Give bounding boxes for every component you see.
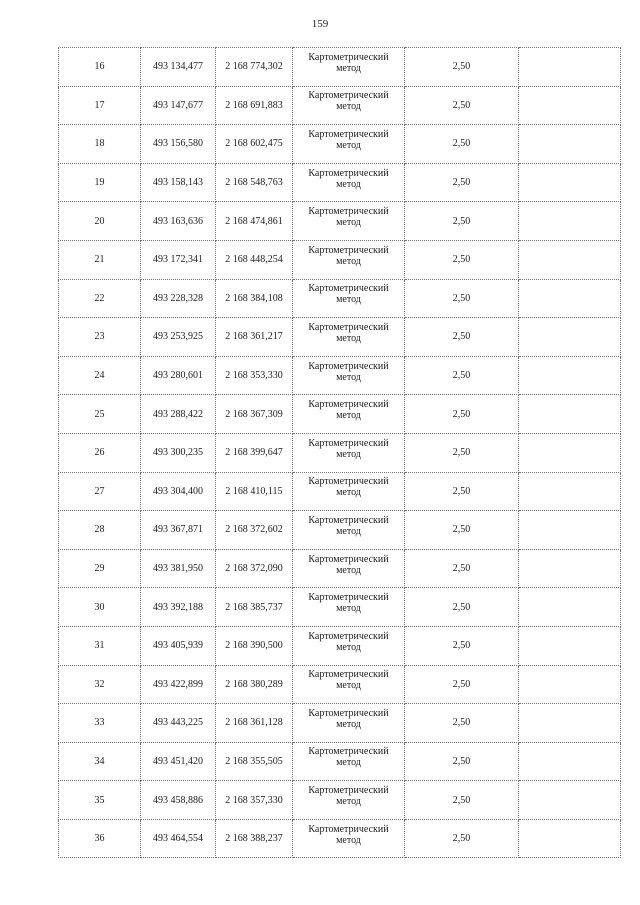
- note-cell: [519, 742, 621, 781]
- coordinates-table: [58, 47, 621, 858]
- point-number-cell: 29: [59, 549, 141, 588]
- method-label: Картометрический: [308, 669, 389, 681]
- x-coordinate-cell: 493 392,188: [141, 588, 216, 627]
- note-cell: [519, 511, 621, 550]
- note-cell: [519, 318, 621, 357]
- method-label: Картометрический: [308, 360, 389, 372]
- method-label-continuation: метод: [336, 834, 361, 846]
- table-row: [59, 86, 621, 125]
- method-label: Картометрический: [308, 90, 389, 102]
- method-label: Картометрический: [308, 707, 389, 719]
- method-label: Картометрический: [308, 437, 389, 449]
- accuracy-cell: 2,50: [405, 704, 519, 743]
- method-label-continuation: метод: [336, 487, 361, 499]
- x-coordinate-cell: 493 172,341: [141, 240, 216, 279]
- method-label: Картометрический: [308, 746, 389, 758]
- table-row: [59, 781, 621, 820]
- point-number-cell: 25: [59, 395, 141, 434]
- table-row: [59, 819, 621, 858]
- method-label-continuation: метод: [336, 448, 361, 460]
- accuracy-cell: 2,50: [405, 819, 519, 858]
- x-coordinate-cell: 493 300,235: [141, 433, 216, 472]
- point-number-cell: 30: [59, 588, 141, 627]
- x-coordinate-cell: 493 158,143: [141, 163, 216, 202]
- method-cell: [293, 125, 405, 164]
- note-cell: [519, 433, 621, 472]
- x-coordinate-cell: 493 405,939: [141, 626, 216, 665]
- point-number-cell: 21: [59, 240, 141, 279]
- x-coordinate-cell: 493 381,950: [141, 549, 216, 588]
- method-label-continuation: метод: [336, 101, 361, 113]
- x-coordinate-cell: 493 443,225: [141, 704, 216, 743]
- table-row: [59, 433, 621, 472]
- accuracy-cell: 2,50: [405, 395, 519, 434]
- method-label-continuation: метод: [336, 757, 361, 769]
- method-label-continuation: метод: [336, 641, 361, 653]
- x-coordinate-cell: 493 464,554: [141, 819, 216, 858]
- point-number-cell: 19: [59, 163, 141, 202]
- y-coordinate-cell: 2 168 372,602: [216, 511, 293, 550]
- method-label: Картометрический: [308, 476, 389, 488]
- x-coordinate-cell: 493 288,422: [141, 395, 216, 434]
- method-label: Картометрический: [308, 785, 389, 797]
- method-label-continuation: метод: [336, 178, 361, 190]
- table-row: [59, 742, 621, 781]
- table-row: [59, 511, 621, 550]
- method-label-continuation: метод: [336, 62, 361, 74]
- point-number-cell: 36: [59, 819, 141, 858]
- method-cell: [293, 48, 405, 87]
- point-number-cell: 34: [59, 742, 141, 781]
- table-row: [59, 48, 621, 87]
- accuracy-cell: 2,50: [405, 202, 519, 241]
- method-cell: [293, 279, 405, 318]
- method-cell: [293, 202, 405, 241]
- table-row: [59, 240, 621, 279]
- y-coordinate-cell: 2 168 372,090: [216, 549, 293, 588]
- method-cell: [293, 86, 405, 125]
- table-row: [59, 626, 621, 665]
- method-label: Картометрический: [308, 206, 389, 218]
- method-cell: [293, 665, 405, 704]
- method-cell: [293, 549, 405, 588]
- method-cell: [293, 781, 405, 820]
- accuracy-cell: 2,50: [405, 318, 519, 357]
- accuracy-cell: 2,50: [405, 626, 519, 665]
- y-coordinate-cell: 2 168 691,883: [216, 86, 293, 125]
- table-row: [59, 665, 621, 704]
- method-label-continuation: метод: [336, 564, 361, 576]
- table-row: [59, 318, 621, 357]
- table-row: [59, 125, 621, 164]
- point-number-cell: 16: [59, 48, 141, 87]
- note-cell: [519, 125, 621, 164]
- accuracy-cell: 2,50: [405, 742, 519, 781]
- table-row: [59, 704, 621, 743]
- point-number-cell: 32: [59, 665, 141, 704]
- accuracy-cell: 2,50: [405, 472, 519, 511]
- point-number-cell: 22: [59, 279, 141, 318]
- method-label-continuation: метод: [336, 371, 361, 383]
- method-cell: [293, 511, 405, 550]
- method-label: Картометрический: [308, 128, 389, 140]
- y-coordinate-cell: 2 168 380,289: [216, 665, 293, 704]
- y-coordinate-cell: 2 168 367,309: [216, 395, 293, 434]
- point-number-cell: 20: [59, 202, 141, 241]
- method-label-continuation: метод: [336, 255, 361, 267]
- point-number-cell: 33: [59, 704, 141, 743]
- x-coordinate-cell: 493 163,636: [141, 202, 216, 241]
- table-body: [59, 48, 621, 858]
- y-coordinate-cell: 2 168 774,302: [216, 48, 293, 87]
- x-coordinate-cell: 493 304,400: [141, 472, 216, 511]
- accuracy-cell: 2,50: [405, 433, 519, 472]
- method-cell: [293, 433, 405, 472]
- x-coordinate-cell: 493 458,886: [141, 781, 216, 820]
- y-coordinate-cell: 2 168 410,115: [216, 472, 293, 511]
- y-coordinate-cell: 2 168 357,330: [216, 781, 293, 820]
- method-cell: [293, 318, 405, 357]
- x-coordinate-cell: 493 422,899: [141, 665, 216, 704]
- accuracy-cell: 2,50: [405, 125, 519, 164]
- note-cell: [519, 356, 621, 395]
- table-row: [59, 588, 621, 627]
- y-coordinate-cell: 2 168 384,108: [216, 279, 293, 318]
- x-coordinate-cell: 493 147,677: [141, 86, 216, 125]
- method-cell: [293, 472, 405, 511]
- table-row: [59, 395, 621, 434]
- accuracy-cell: 2,50: [405, 240, 519, 279]
- method-label-continuation: метод: [336, 294, 361, 306]
- method-cell: [293, 819, 405, 858]
- y-coordinate-cell: 2 168 353,330: [216, 356, 293, 395]
- y-coordinate-cell: 2 168 448,254: [216, 240, 293, 279]
- method-label-continuation: метод: [336, 680, 361, 692]
- note-cell: [519, 665, 621, 704]
- point-number-cell: 35: [59, 781, 141, 820]
- note-cell: [519, 626, 621, 665]
- x-coordinate-cell: 493 228,328: [141, 279, 216, 318]
- method-label: Картометрический: [308, 630, 389, 642]
- note-cell: [519, 202, 621, 241]
- table-row: [59, 279, 621, 318]
- note-cell: [519, 781, 621, 820]
- method-label: Картометрический: [308, 167, 389, 179]
- table-row: [59, 549, 621, 588]
- method-label: Картометрический: [308, 244, 389, 256]
- x-coordinate-cell: 493 134,477: [141, 48, 216, 87]
- method-label: Картометрический: [308, 399, 389, 411]
- x-coordinate-cell: 493 280,601: [141, 356, 216, 395]
- method-label: Картометрический: [308, 514, 389, 526]
- accuracy-cell: 2,50: [405, 781, 519, 820]
- method-label-continuation: метод: [336, 603, 361, 615]
- method-label-continuation: метод: [336, 332, 361, 344]
- table-row: [59, 356, 621, 395]
- accuracy-cell: 2,50: [405, 511, 519, 550]
- note-cell: [519, 279, 621, 318]
- accuracy-cell: 2,50: [405, 588, 519, 627]
- accuracy-cell: 2,50: [405, 356, 519, 395]
- note-cell: [519, 240, 621, 279]
- accuracy-cell: 2,50: [405, 163, 519, 202]
- note-cell: [519, 395, 621, 434]
- point-number-cell: 18: [59, 125, 141, 164]
- y-coordinate-cell: 2 168 361,217: [216, 318, 293, 357]
- note-cell: [519, 704, 621, 743]
- method-label: Картометрический: [308, 823, 389, 835]
- method-label-continuation: метод: [336, 410, 361, 422]
- method-cell: [293, 356, 405, 395]
- note-cell: [519, 588, 621, 627]
- y-coordinate-cell: 2 168 361,128: [216, 704, 293, 743]
- accuracy-cell: 2,50: [405, 279, 519, 318]
- point-number-cell: 17: [59, 86, 141, 125]
- y-coordinate-cell: 2 168 388,237: [216, 819, 293, 858]
- y-coordinate-cell: 2 168 355,505: [216, 742, 293, 781]
- x-coordinate-cell: 493 156,580: [141, 125, 216, 164]
- point-number-cell: 23: [59, 318, 141, 357]
- accuracy-cell: 2,50: [405, 549, 519, 588]
- note-cell: [519, 549, 621, 588]
- point-number-cell: 26: [59, 433, 141, 472]
- method-cell: [293, 240, 405, 279]
- method-label: Картометрический: [308, 283, 389, 295]
- note-cell: [519, 163, 621, 202]
- note-cell: [519, 472, 621, 511]
- table-row: [59, 202, 621, 241]
- method-cell: [293, 742, 405, 781]
- y-coordinate-cell: 2 168 385,737: [216, 588, 293, 627]
- accuracy-cell: 2,50: [405, 665, 519, 704]
- method-cell: [293, 704, 405, 743]
- x-coordinate-cell: 493 451,420: [141, 742, 216, 781]
- method-cell: [293, 163, 405, 202]
- method-cell: [293, 588, 405, 627]
- point-number-cell: 31: [59, 626, 141, 665]
- note-cell: [519, 48, 621, 87]
- point-number-cell: 28: [59, 511, 141, 550]
- method-cell: [293, 395, 405, 434]
- method-label: Картометрический: [308, 51, 389, 63]
- method-label-continuation: метод: [336, 217, 361, 229]
- y-coordinate-cell: 2 168 548,763: [216, 163, 293, 202]
- method-label-continuation: метод: [336, 139, 361, 151]
- accuracy-cell: 2,50: [405, 86, 519, 125]
- point-number-cell: 27: [59, 472, 141, 511]
- method-label: Картометрический: [308, 321, 389, 333]
- method-label: Картометрический: [308, 553, 389, 565]
- method-label: Картометрический: [308, 592, 389, 604]
- method-label-continuation: метод: [336, 796, 361, 808]
- y-coordinate-cell: 2 168 474,861: [216, 202, 293, 241]
- table-row: [59, 163, 621, 202]
- y-coordinate-cell: 2 168 602,475: [216, 125, 293, 164]
- point-number-cell: 24: [59, 356, 141, 395]
- y-coordinate-cell: 2 168 390,500: [216, 626, 293, 665]
- table-row: [59, 472, 621, 511]
- note-cell: [519, 86, 621, 125]
- y-coordinate-cell: 2 168 399,647: [216, 433, 293, 472]
- page-number: 159: [311, 18, 329, 30]
- x-coordinate-cell: 493 253,925: [141, 318, 216, 357]
- method-label-continuation: метод: [336, 718, 361, 730]
- method-cell: [293, 626, 405, 665]
- accuracy-cell: 2,50: [405, 48, 519, 87]
- note-cell: [519, 819, 621, 858]
- method-label-continuation: метод: [336, 525, 361, 537]
- x-coordinate-cell: 493 367,871: [141, 511, 216, 550]
